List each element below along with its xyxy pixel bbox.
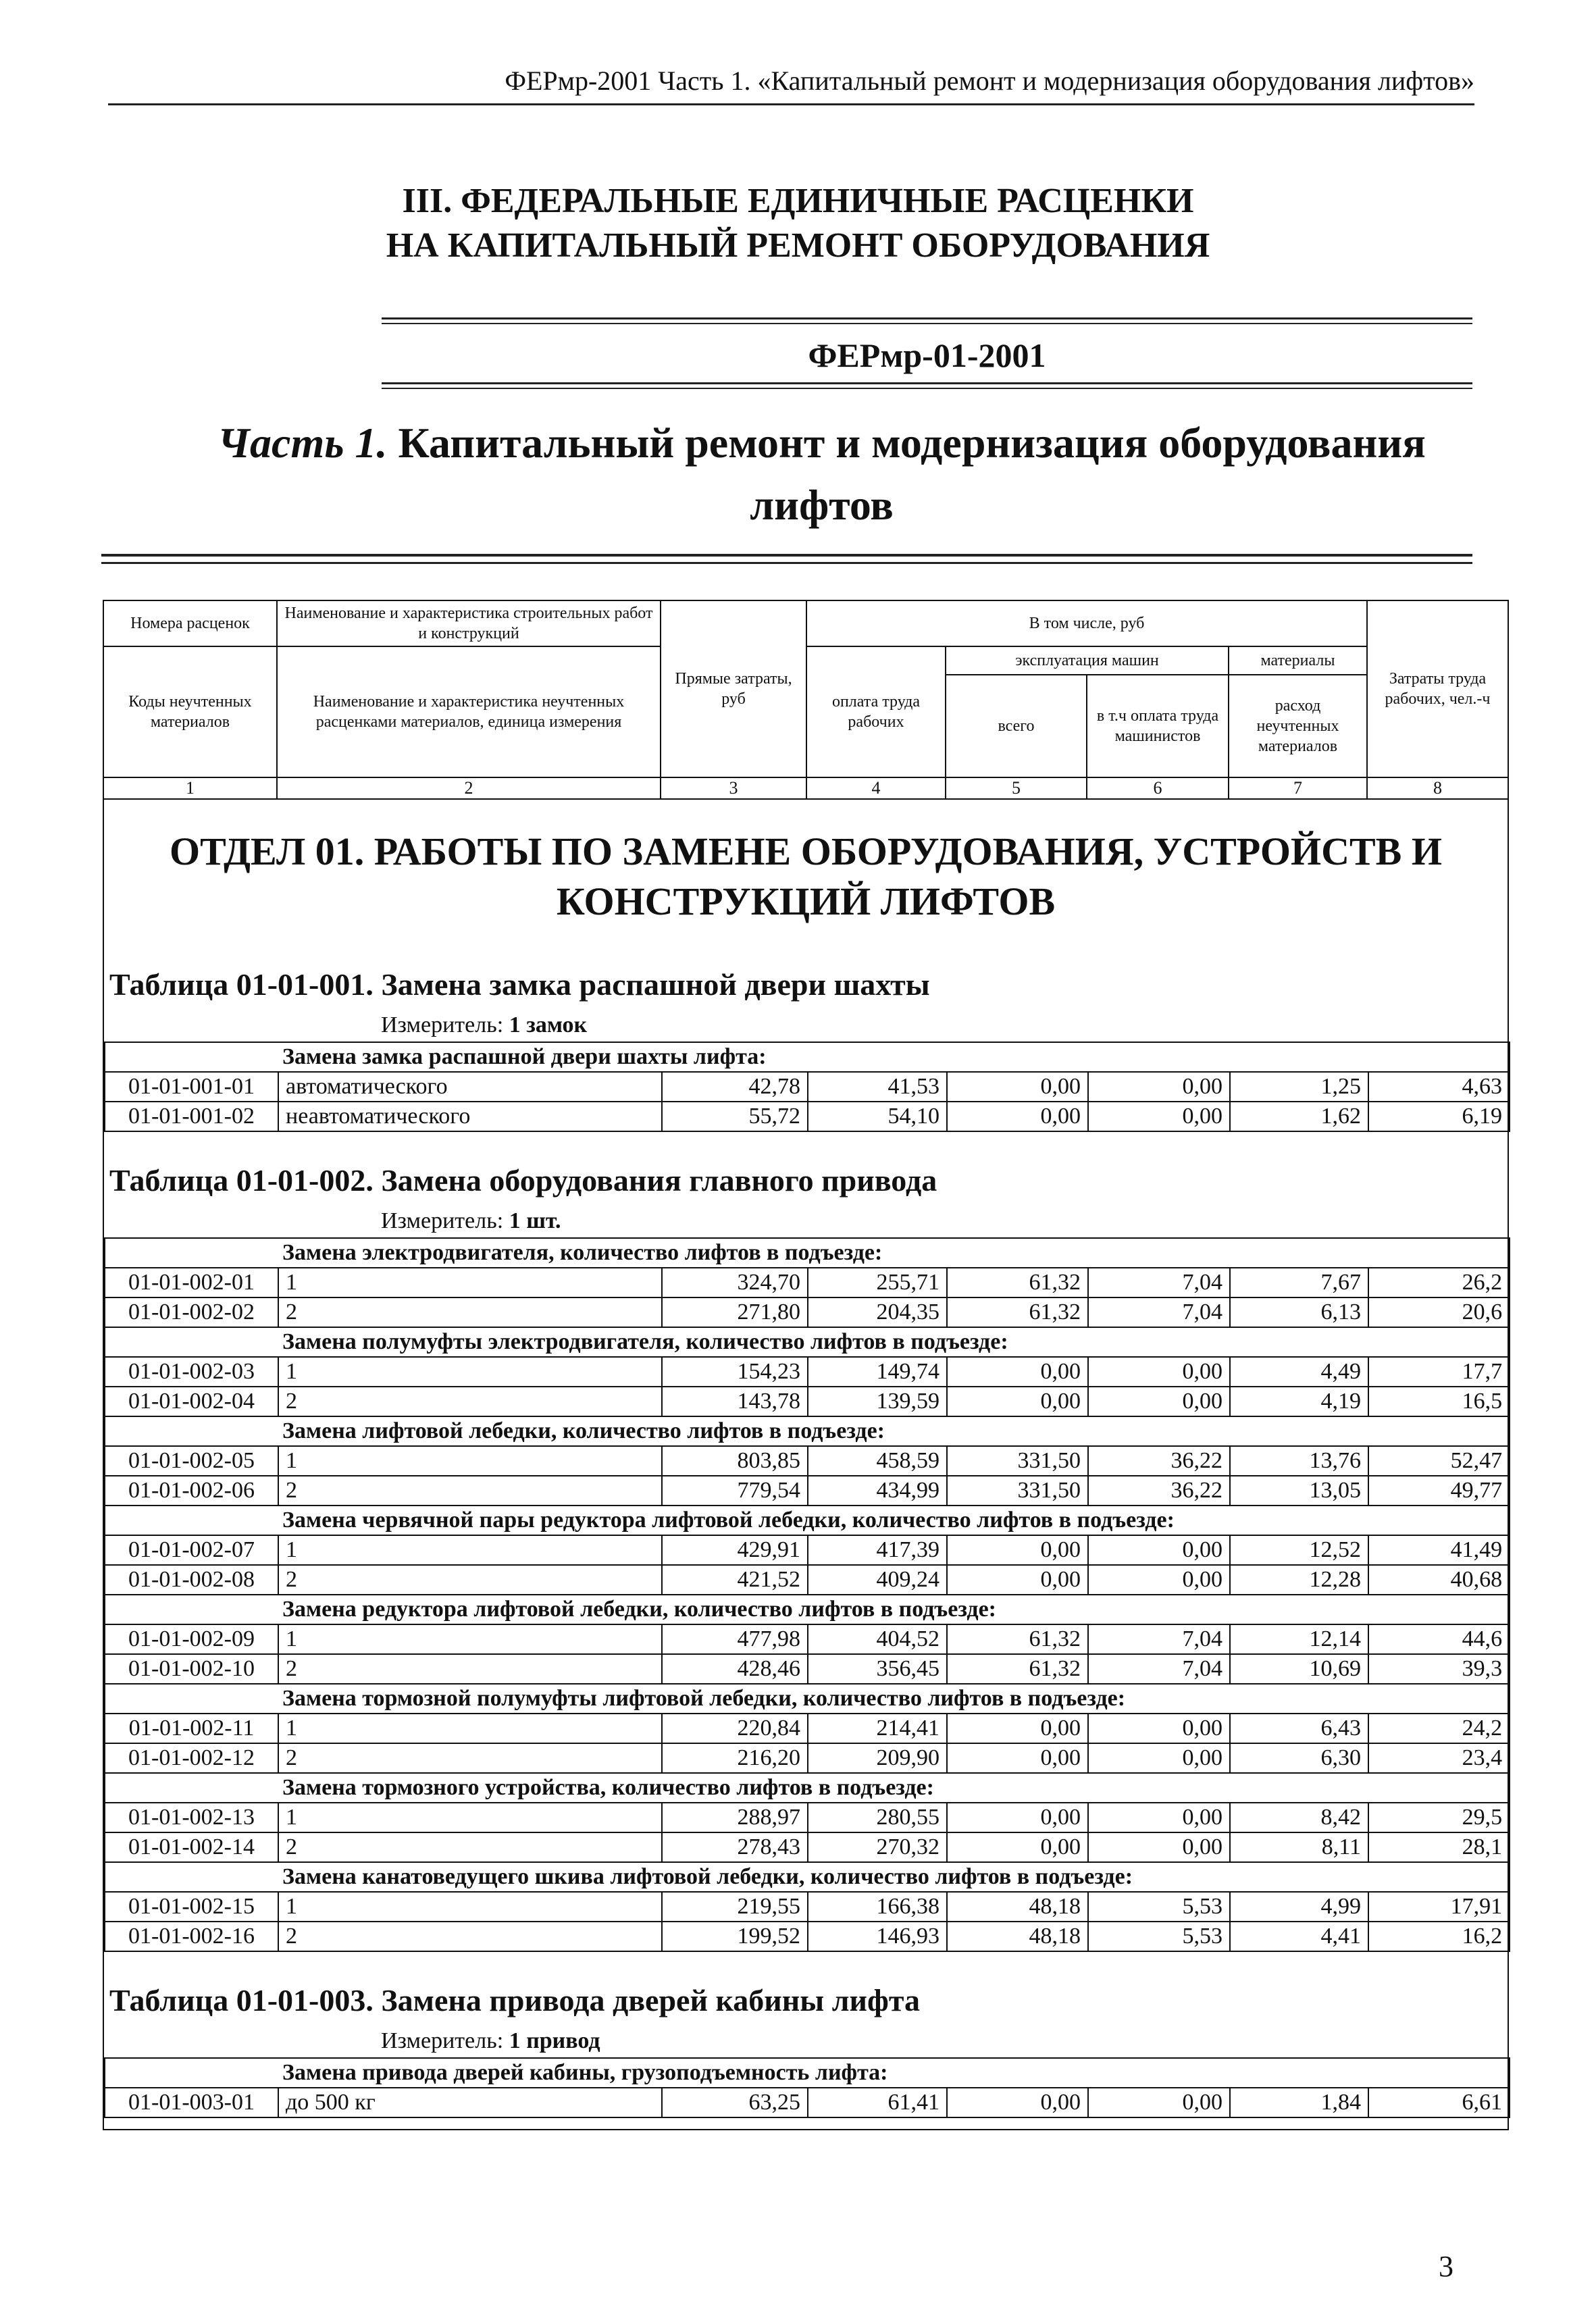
rates-subtable — [104, 1042, 1510, 1132]
column-header-worker-pay: оплата труда рабочих — [806, 646, 946, 777]
direct-costs-cell: 278,43 — [662, 1832, 808, 1862]
division-title: ОТДЕЛ 01. РАБОТЫ ПО ЗАМЕНЕ ОБОРУДОВАНИЯ, УСТРОЙСТВ И КОНСТРУКЦИЙ ЛИФТОВ — [170, 829, 1442, 923]
table-row — [105, 1446, 1510, 1476]
materials-cell: 12,14 — [1230, 1624, 1368, 1654]
worker-pay-cell: 204,35 — [808, 1297, 947, 1327]
unit-line — [104, 1200, 1508, 1237]
group-heading: Замена тормозного устройства, количество лифтов в подъезде: — [105, 1773, 1510, 1803]
operator-pay-cell: 5,53 — [1088, 1922, 1230, 1951]
rate-name-cell: 2 — [278, 1654, 662, 1684]
rate-name-cell: 2 — [278, 1387, 662, 1416]
direct-costs-cell: 199,52 — [662, 1922, 808, 1951]
unit-label: Измеритель: — [381, 1208, 504, 1233]
table-body — [103, 799, 1508, 2130]
rate-name-cell: до 500 кг — [278, 2088, 662, 2117]
operator-pay-cell: 0,00 — [1088, 1832, 1230, 1862]
materials-cell: 13,05 — [1230, 1476, 1368, 1506]
operator-pay-cell: 0,00 — [1088, 1357, 1230, 1387]
table-row — [105, 1654, 1510, 1684]
operator-pay-cell: 0,00 — [1088, 1714, 1230, 1743]
operator-pay-cell: 7,04 — [1088, 1654, 1230, 1684]
group-heading-row — [105, 1042, 1510, 1072]
table-row — [105, 1387, 1510, 1416]
operator-pay-cell: 7,04 — [1088, 1624, 1230, 1654]
direct-costs-cell: 803,85 — [662, 1446, 808, 1476]
rate-name-cell: 2 — [278, 1832, 662, 1862]
materials-cell: 4,19 — [1230, 1387, 1368, 1416]
table-row — [105, 1832, 1510, 1862]
materials-cell: 7,67 — [1230, 1268, 1368, 1297]
labor-hours-cell: 26,2 — [1368, 1268, 1510, 1297]
machines-total-cell: 0,00 — [947, 2088, 1088, 2117]
rate-name-cell: 2 — [278, 1476, 662, 1506]
worker-pay-cell: 280,55 — [808, 1803, 947, 1832]
direct-costs-cell: 42,78 — [662, 1072, 808, 1102]
worker-pay-cell: 209,90 — [808, 1743, 947, 1773]
materials-cell: 1,62 — [1230, 1102, 1368, 1131]
direct-costs-cell: 271,80 — [662, 1297, 808, 1327]
materials-cell: 10,69 — [1230, 1654, 1368, 1684]
unit-value: 1 шт. — [509, 1208, 561, 1233]
direct-costs-cell: 63,25 — [662, 2088, 808, 2117]
materials-cell: 1,25 — [1230, 1072, 1368, 1102]
machines-total-cell: 61,32 — [947, 1297, 1088, 1327]
materials-cell: 12,52 — [1230, 1535, 1368, 1565]
divider — [101, 554, 1472, 564]
group-heading-row — [105, 1595, 1510, 1624]
column-header-work-name: Наименование и характеристика строительных работ и конструкций — [277, 600, 661, 646]
worker-pay-cell: 404,52 — [808, 1624, 947, 1654]
rate-code-cell: 01-01-001-02 — [105, 1102, 278, 1131]
operator-pay-cell: 7,04 — [1088, 1268, 1230, 1297]
rate-table-block — [104, 1143, 1508, 1963]
direct-costs-cell: 324,70 — [662, 1268, 808, 1297]
rate-name-cell: неавтоматического — [278, 1102, 662, 1131]
column-header-including: В том числе, руб — [806, 600, 1367, 646]
materials-cell: 6,43 — [1230, 1714, 1368, 1743]
machines-total-cell: 48,18 — [947, 1922, 1088, 1951]
machines-total-cell: 0,00 — [947, 1102, 1088, 1131]
materials-cell: 4,41 — [1230, 1922, 1368, 1951]
machines-total-cell: 61,32 — [947, 1624, 1088, 1654]
worker-pay-cell: 146,93 — [808, 1922, 947, 1951]
worker-pay-cell: 41,53 — [808, 1072, 947, 1102]
column-header-material-name: Наименование и характеристика неучтенных расценками материалов, единица измерения — [277, 646, 661, 777]
worker-pay-cell: 417,39 — [808, 1535, 947, 1565]
operator-pay-cell: 0,00 — [1088, 1535, 1230, 1565]
labor-hours-cell: 6,61 — [1368, 2088, 1510, 2117]
rate-name-cell: 2 — [278, 1565, 662, 1595]
rate-code-cell: 01-01-002-12 — [105, 1743, 278, 1773]
page-number: 3 — [1439, 2250, 1453, 2283]
rate-code-cell: 01-01-002-06 — [105, 1476, 278, 1506]
worker-pay-cell: 61,41 — [808, 2088, 947, 2117]
rate-code-cell: 01-01-002-05 — [105, 1446, 278, 1476]
rate-code-cell: 01-01-002-09 — [105, 1624, 278, 1654]
rate-code-cell: 01-01-002-14 — [105, 1832, 278, 1862]
machines-total-cell: 0,00 — [947, 1387, 1088, 1416]
document-code: ФЕРмр-01-2001 — [808, 336, 1046, 374]
labor-hours-cell: 16,5 — [1368, 1387, 1510, 1416]
rate-code-cell: 01-01-002-08 — [105, 1565, 278, 1595]
rate-code-cell: 01-01-002-04 — [105, 1387, 278, 1416]
worker-pay-cell: 458,59 — [808, 1446, 947, 1476]
group-heading-row — [105, 2058, 1510, 2088]
direct-costs-cell: 216,20 — [662, 1743, 808, 1773]
group-heading-row — [105, 1416, 1510, 1446]
divider — [382, 382, 1472, 389]
labor-hours-cell: 41,49 — [1368, 1535, 1510, 1565]
group-heading-row — [105, 1862, 1510, 1892]
operator-pay-cell: 36,22 — [1088, 1446, 1230, 1476]
column-number: 6 — [1087, 777, 1229, 799]
column-number: 3 — [661, 777, 806, 799]
rate-code-cell: 01-01-001-01 — [105, 1072, 278, 1102]
worker-pay-cell: 166,38 — [808, 1892, 947, 1922]
rates-table — [103, 600, 1509, 2130]
rate-name-cell: 1 — [278, 1803, 662, 1832]
labor-hours-cell: 44,6 — [1368, 1624, 1510, 1654]
group-heading: Замена полумуфты электродвигателя, количество лифтов в подъезде: — [105, 1327, 1510, 1357]
column-header-unaccounted-materials: расход неучтенных материалов — [1229, 675, 1367, 777]
rate-code-cell: 01-01-002-10 — [105, 1654, 278, 1684]
column-header-direct-costs: Прямые затраты, руб — [661, 600, 806, 777]
column-header-materials: материалы — [1229, 646, 1367, 675]
labor-hours-cell: 28,1 — [1368, 1832, 1510, 1862]
rate-code-cell: 01-01-002-11 — [105, 1714, 278, 1743]
table-row — [105, 1102, 1510, 1131]
operator-pay-cell: 0,00 — [1088, 1565, 1230, 1595]
group-heading-row — [105, 1327, 1510, 1357]
group-heading: Замена редуктора лифтовой лебедки, количество лифтов в подъезде: — [105, 1595, 1510, 1624]
machines-total-cell: 0,00 — [947, 1832, 1088, 1862]
operator-pay-cell: 7,04 — [1088, 1297, 1230, 1327]
rate-code-cell: 01-01-002-15 — [105, 1892, 278, 1922]
direct-costs-cell: 779,54 — [662, 1476, 808, 1506]
group-heading: Замена лифтовой лебедки, количество лифтов в подъезде: — [105, 1416, 1510, 1446]
table-row — [105, 1743, 1510, 1773]
table-row — [105, 1072, 1510, 1102]
worker-pay-cell: 409,24 — [808, 1565, 947, 1595]
divider — [382, 317, 1472, 324]
worker-pay-cell: 214,41 — [808, 1714, 947, 1743]
column-header-machines-total: всего — [946, 675, 1087, 777]
rate-name-cell: 1 — [278, 1268, 662, 1297]
table-row — [105, 1565, 1510, 1595]
table-row — [105, 1476, 1510, 1506]
machines-total-cell: 0,00 — [947, 1714, 1088, 1743]
table-title: Таблица 01-01-001. Замена замка распашной двери шахты — [109, 967, 930, 1002]
labor-hours-cell: 52,47 — [1368, 1446, 1510, 1476]
rate-name-cell: 1 — [278, 1624, 662, 1654]
operator-pay-cell: 5,53 — [1088, 1892, 1230, 1922]
unit-line — [104, 1004, 1508, 1042]
labor-hours-cell: 40,68 — [1368, 1565, 1510, 1595]
machines-total-cell: 0,00 — [947, 1743, 1088, 1773]
labor-hours-cell: 16,2 — [1368, 1922, 1510, 1951]
materials-cell: 13,76 — [1230, 1446, 1368, 1476]
column-header-material-codes: Коды неучтенных материалов — [103, 646, 277, 777]
materials-cell: 1,84 — [1230, 2088, 1368, 2117]
direct-costs-cell: 288,97 — [662, 1803, 808, 1832]
machines-total-cell: 331,50 — [947, 1476, 1088, 1506]
rate-name-cell: автоматического — [278, 1072, 662, 1102]
group-heading: Замена замка распашной двери шахты лифта: — [105, 1042, 1510, 1072]
labor-hours-cell: 29,5 — [1368, 1803, 1510, 1832]
rate-code-cell: 01-01-002-03 — [105, 1357, 278, 1387]
column-number: 7 — [1229, 777, 1367, 799]
worker-pay-cell: 139,59 — [808, 1387, 947, 1416]
part-title-line2: лифтов — [750, 481, 894, 529]
table-row — [105, 1803, 1510, 1832]
rate-name-cell: 1 — [278, 1357, 662, 1387]
table-title: Таблица 01-01-003. Замена привода дверей кабины лифта — [109, 1983, 920, 2017]
machines-total-cell: 0,00 — [947, 1072, 1088, 1102]
labor-hours-cell: 49,77 — [1368, 1476, 1510, 1506]
table-row — [105, 1268, 1510, 1297]
rate-code-cell: 01-01-002-07 — [105, 1535, 278, 1565]
materials-cell: 4,49 — [1230, 1357, 1368, 1387]
operator-pay-cell: 0,00 — [1088, 1387, 1230, 1416]
operator-pay-cell: 0,00 — [1088, 1072, 1230, 1102]
column-number: 8 — [1367, 777, 1508, 799]
table-row — [105, 1624, 1510, 1654]
labor-hours-cell: 20,6 — [1368, 1297, 1510, 1327]
group-heading: Замена электродвигателя, количество лифтов в подъезде: — [105, 1238, 1510, 1268]
group-heading-row — [105, 1773, 1510, 1803]
direct-costs-cell: 143,78 — [662, 1387, 808, 1416]
direct-costs-cell: 219,55 — [662, 1892, 808, 1922]
rate-name-cell: 2 — [278, 1297, 662, 1327]
labor-hours-cell: 39,3 — [1368, 1654, 1510, 1684]
group-heading: Замена тормозной полумуфты лифтовой лебедки, количество лифтов в подъезде: — [105, 1684, 1510, 1714]
materials-cell: 12,28 — [1230, 1565, 1368, 1595]
column-number: 1 — [103, 777, 277, 799]
worker-pay-cell: 255,71 — [808, 1268, 947, 1297]
tables-container — [104, 947, 1508, 2129]
unit-value: 1 замок — [509, 1012, 588, 1037]
materials-cell: 8,42 — [1230, 1803, 1368, 1832]
machines-total-cell: 0,00 — [947, 1357, 1088, 1387]
part-title — [135, 412, 1508, 536]
machines-total-cell: 0,00 — [947, 1565, 1088, 1595]
direct-costs-cell: 220,84 — [662, 1714, 808, 1743]
worker-pay-cell: 270,32 — [808, 1832, 947, 1862]
group-heading: Замена привода дверей кабины, грузоподъемность лифта: — [105, 2058, 1510, 2088]
rate-name-cell: 2 — [278, 1743, 662, 1773]
labor-hours-cell: 23,4 — [1368, 1743, 1510, 1773]
part-prefix: Часть 1. — [217, 419, 388, 467]
table-row — [105, 1357, 1510, 1387]
rate-code-cell: 01-01-002-01 — [105, 1268, 278, 1297]
worker-pay-cell: 356,45 — [808, 1654, 947, 1684]
machines-total-cell: 331,50 — [947, 1446, 1088, 1476]
table-row — [105, 1535, 1510, 1565]
column-header-machines: эксплуатация машин — [946, 646, 1229, 675]
table-title: Таблица 01-01-002. Замена оборудования главного привода — [109, 1163, 937, 1198]
materials-cell: 6,13 — [1230, 1297, 1368, 1327]
unit-line — [104, 2020, 1508, 2057]
labor-hours-cell: 6,19 — [1368, 1102, 1510, 1131]
operator-pay-cell: 0,00 — [1088, 1743, 1230, 1773]
operator-pay-cell: 36,22 — [1088, 1476, 1230, 1506]
table-row — [105, 2088, 1510, 2117]
machines-total-cell: 61,32 — [947, 1654, 1088, 1684]
column-header-labor-hours: Затраты труда рабочих, чел.-ч — [1367, 600, 1508, 777]
table-row — [105, 1297, 1510, 1327]
materials-cell: 8,11 — [1230, 1832, 1368, 1862]
rate-name-cell: 2 — [278, 1922, 662, 1951]
operator-pay-cell: 0,00 — [1088, 2088, 1230, 2117]
rates-subtable — [104, 2057, 1510, 2118]
rate-code-cell: 01-01-002-16 — [105, 1922, 278, 1951]
column-header-operator-pay: в т.ч оплата труда машинистов — [1087, 675, 1229, 777]
direct-costs-cell: 154,23 — [662, 1357, 808, 1387]
unit-label: Измеритель: — [381, 1012, 504, 1037]
running-header: ФЕРмр-2001 Часть 1. «Капитальный ремонт и модернизация оборудования лифтов» — [108, 65, 1474, 105]
labor-hours-cell: 4,63 — [1368, 1072, 1510, 1102]
labor-hours-cell: 17,7 — [1368, 1357, 1510, 1387]
rate-name-cell: 1 — [278, 1535, 662, 1565]
materials-cell: 4,99 — [1230, 1892, 1368, 1922]
group-heading-row — [105, 1506, 1510, 1535]
column-header-rate-number: Номера расценок — [103, 600, 277, 646]
direct-costs-cell: 421,52 — [662, 1565, 808, 1595]
machines-total-cell: 48,18 — [947, 1892, 1088, 1922]
operator-pay-cell: 0,00 — [1088, 1803, 1230, 1832]
part-title-line1: Капитальный ремонт и модернизация оборудования — [398, 419, 1426, 467]
group-heading-row — [105, 1684, 1510, 1714]
unit-value: 1 привод — [509, 2028, 600, 2053]
rate-table-block — [104, 947, 1508, 1143]
labor-hours-cell: 24,2 — [1368, 1714, 1510, 1743]
direct-costs-cell: 428,46 — [662, 1654, 808, 1684]
direct-costs-cell: 429,91 — [662, 1535, 808, 1565]
column-number-row — [103, 777, 1508, 799]
worker-pay-cell: 434,99 — [808, 1476, 947, 1506]
section-heading — [0, 179, 1596, 268]
unit-label: Измеритель: — [381, 2028, 504, 2053]
column-number: 2 — [277, 777, 661, 799]
section-heading-line1: III. ФЕДЕРАЛЬНЫЕ ЕДИНИЧНЫЕ РАСЦЕНКИ — [402, 182, 1194, 220]
rate-code-cell: 01-01-002-02 — [105, 1297, 278, 1327]
rate-table-block — [104, 1963, 1508, 2129]
direct-costs-cell: 55,72 — [662, 1102, 808, 1131]
column-number: 5 — [946, 777, 1087, 799]
labor-hours-cell: 17,91 — [1368, 1892, 1510, 1922]
table-row — [105, 1892, 1510, 1922]
rate-code-cell: 01-01-003-01 — [105, 2088, 278, 2117]
operator-pay-cell: 0,00 — [1088, 1102, 1230, 1131]
rate-name-cell: 1 — [278, 1446, 662, 1476]
table-row — [105, 1714, 1510, 1743]
machines-total-cell: 0,00 — [947, 1803, 1088, 1832]
section-heading-line2: НА КАПИТАЛЬНЫЙ РЕМОНТ ОБОРУДОВАНИЯ — [386, 226, 1210, 265]
rate-name-cell: 1 — [278, 1714, 662, 1743]
group-heading: Замена канатоведущего шкива лифтовой лебедки, количество лифтов в подъезде: — [105, 1862, 1510, 1892]
machines-total-cell: 0,00 — [947, 1535, 1088, 1565]
materials-cell: 6,30 — [1230, 1743, 1368, 1773]
rate-code-cell: 01-01-002-13 — [105, 1803, 278, 1832]
column-number: 4 — [806, 777, 946, 799]
machines-total-cell: 61,32 — [947, 1268, 1088, 1297]
direct-costs-cell: 477,98 — [662, 1624, 808, 1654]
group-heading: Замена червячной пары редуктора лифтовой лебедки, количество лифтов в подъезде: — [105, 1506, 1510, 1535]
rates-subtable — [104, 1237, 1510, 1952]
worker-pay-cell: 54,10 — [808, 1102, 947, 1131]
rate-name-cell: 1 — [278, 1892, 662, 1922]
group-heading-row — [105, 1238, 1510, 1268]
table-row — [105, 1922, 1510, 1951]
code-band — [382, 317, 1472, 389]
worker-pay-cell: 149,74 — [808, 1357, 947, 1387]
